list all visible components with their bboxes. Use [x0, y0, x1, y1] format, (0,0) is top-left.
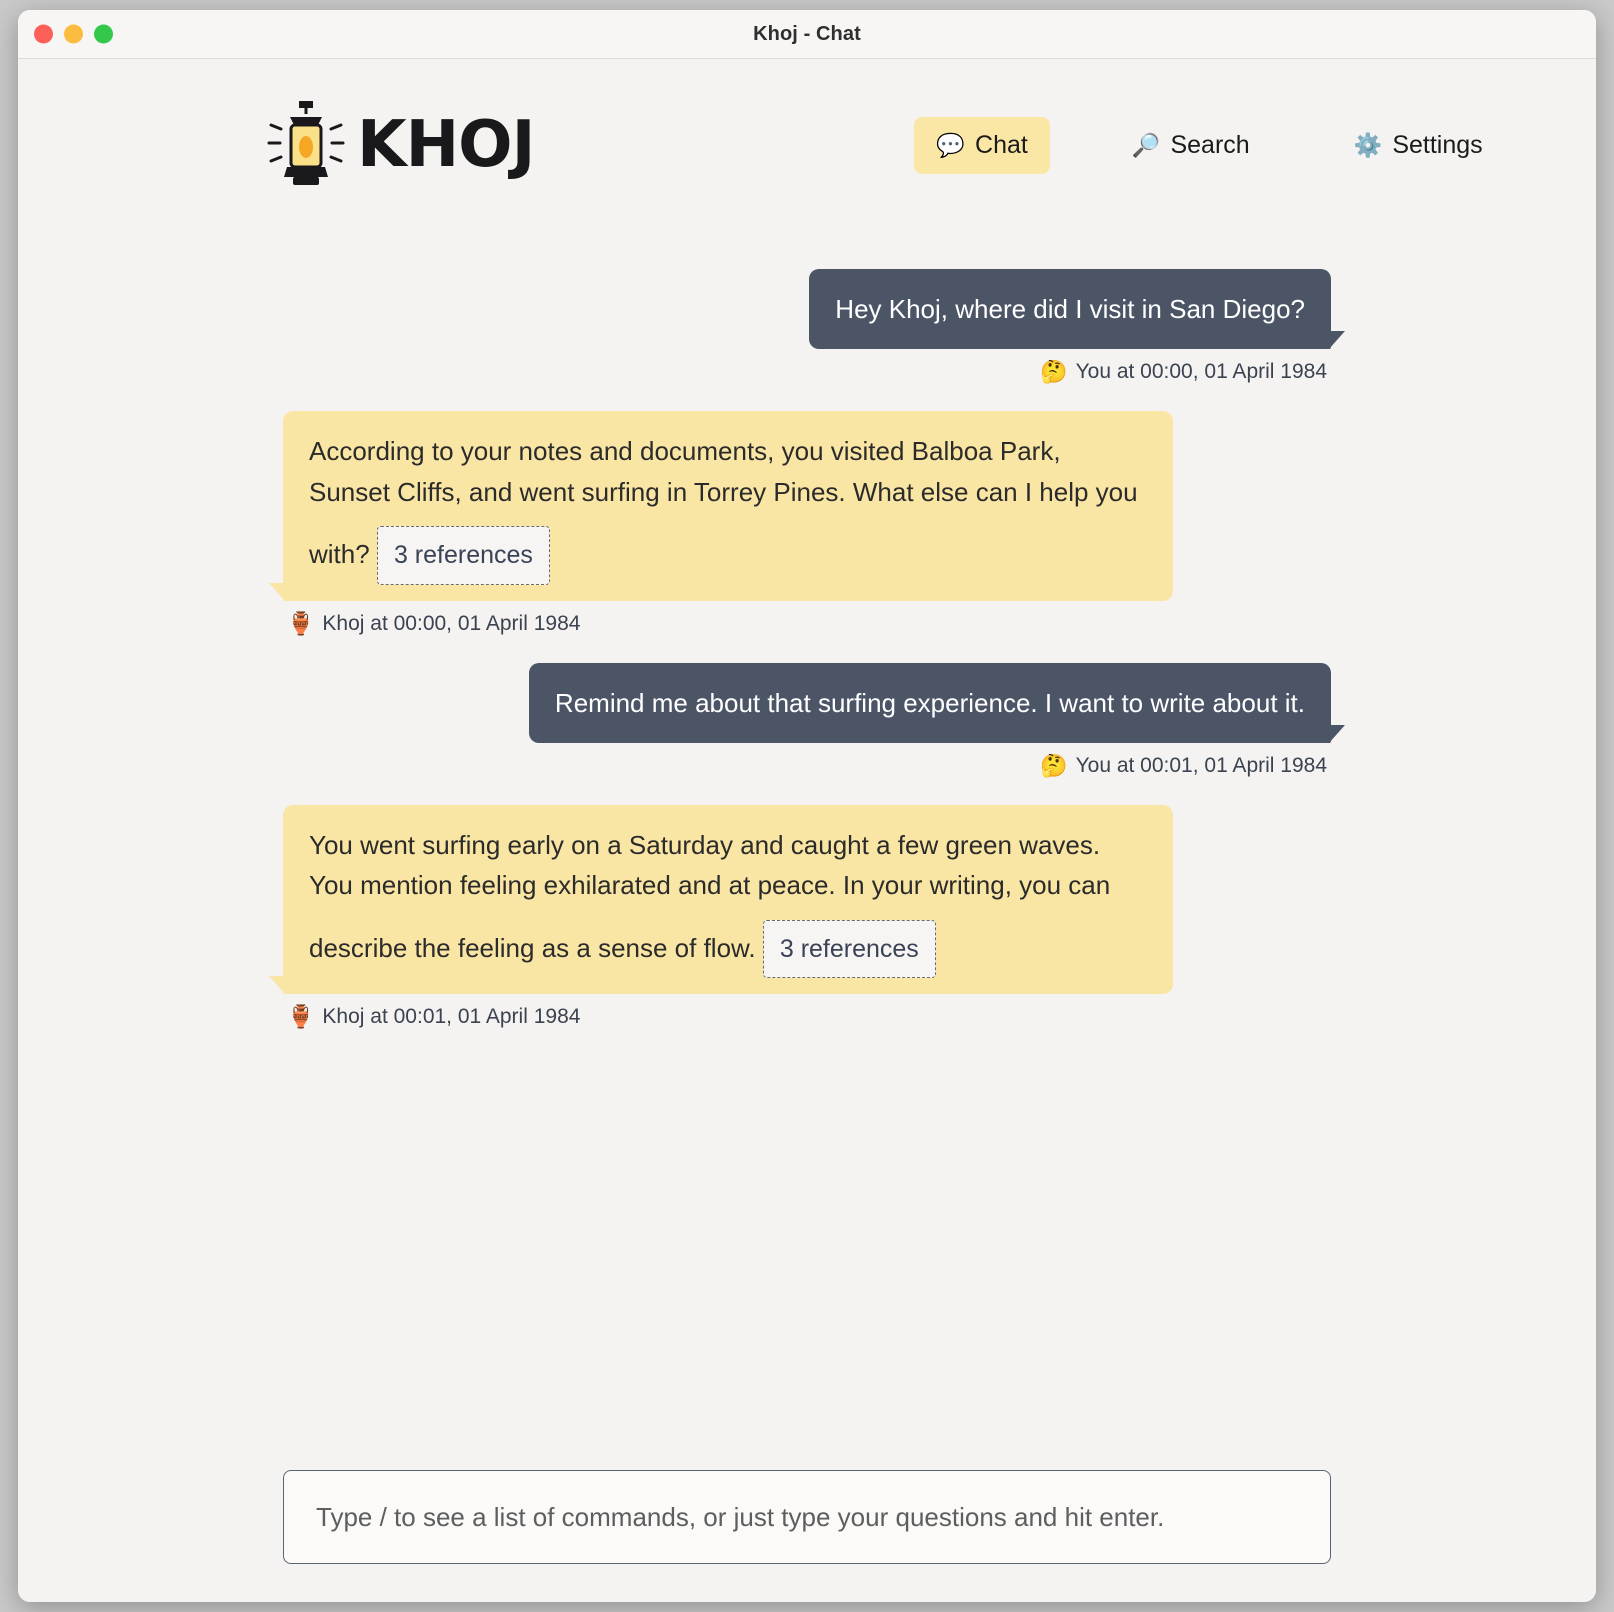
nav-tab-settings-label: Settings [1392, 130, 1483, 159]
nav-tab-chat-label: Chat [975, 130, 1028, 159]
message-bubble-assistant [283, 805, 1173, 994]
lantern-emoji-icon: 🏺 [287, 1004, 315, 1030]
message-bubble-user: Hey Khoj, where did I visit in San Diego? [809, 269, 1331, 349]
message-meta [287, 1004, 1327, 1030]
message-bubble-user: Remind me about that surfing experience. I want to write about it. [529, 663, 1331, 743]
brand-logo [263, 95, 534, 195]
message-meta-text: Khoj at 00:00, 01 April 1984 [322, 611, 581, 635]
close-window-button[interactable] [34, 25, 53, 44]
chat-message [283, 269, 1331, 349]
chat-message [283, 663, 1331, 743]
references-button[interactable]: 3 references [763, 920, 936, 979]
message-bubble-assistant [283, 411, 1173, 600]
zoom-window-button[interactable] [94, 25, 113, 44]
brand-name: KHOJ [357, 108, 535, 182]
message-meta [287, 611, 1327, 637]
message-meta [287, 359, 1327, 385]
nav-tab-chat[interactable] [914, 117, 1049, 174]
chat-message [283, 411, 1331, 600]
speech-bubble-icon: 💬 [936, 131, 966, 158]
lantern-emoji-icon: 🏺 [287, 610, 315, 636]
main-nav [914, 117, 1504, 174]
message-text: According to your notes and documents, you visited Balboa Park, Sunset Cliffs, and went surfing in Torrey Pines. What else can I help you with? [309, 436, 1138, 569]
message-text: You went surfing early on a Saturday and caught a few green waves. You mention feeling exhilarated and at peace. In your writing, you can describe the feeling as a sense of flow. [309, 829, 1111, 963]
message-meta-text: You at 00:00, 01 April 1984 [1075, 360, 1327, 384]
app-content [18, 59, 1596, 1602]
message-meta-text: Khoj at 00:01, 01 April 1984 [322, 1005, 581, 1029]
nav-tab-settings[interactable] [1332, 117, 1505, 174]
window-titlebar [18, 10, 1596, 59]
chat-message-list[interactable] [18, 269, 1596, 1392]
message-meta [287, 753, 1327, 779]
message-meta-text: You at 00:01, 01 April 1984 [1075, 753, 1327, 777]
window-controls [34, 25, 113, 44]
gear-icon: ⚙️ [1353, 131, 1383, 158]
app-window [18, 10, 1596, 1602]
magnifier-icon: 🔎 [1131, 131, 1161, 158]
window-title: Khoj - Chat [753, 22, 861, 45]
lantern-icon [263, 95, 349, 195]
chat-input[interactable] [283, 1470, 1331, 1564]
chat-message [283, 805, 1331, 994]
references-button[interactable]: 3 references [377, 526, 550, 585]
chat-input-container [283, 1470, 1331, 1564]
minimize-window-button[interactable] [64, 25, 83, 44]
thinking-face-icon: 🤔 [1040, 359, 1068, 385]
nav-tab-search[interactable] [1110, 117, 1272, 174]
nav-tab-search-label: Search [1170, 130, 1250, 159]
thinking-face-icon: 🤔 [1040, 752, 1068, 778]
app-header [18, 59, 1596, 205]
